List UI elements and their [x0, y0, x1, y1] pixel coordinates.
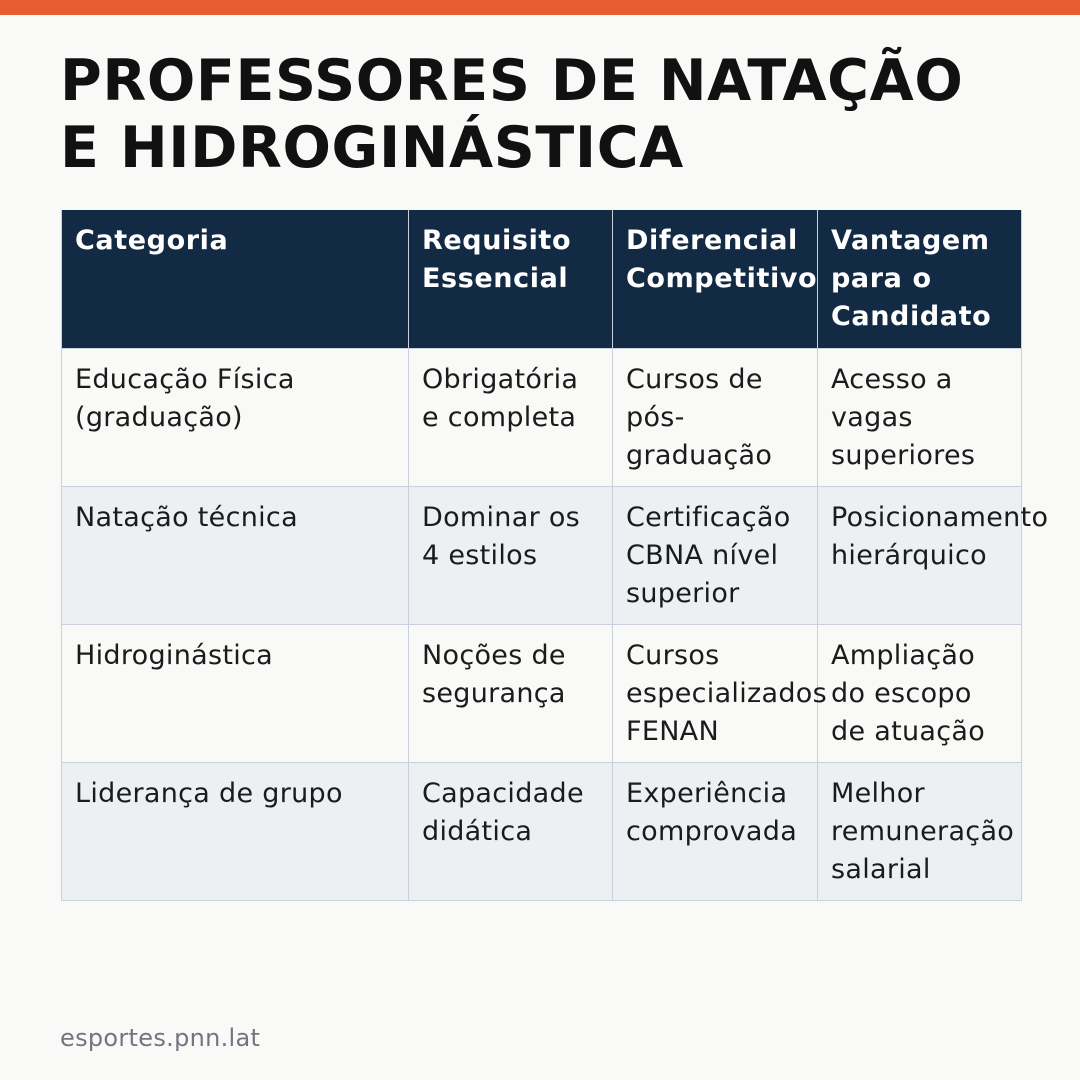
cell-requisito: Capacidade didática — [409, 762, 613, 900]
table-header-row — [62, 210, 1022, 348]
table-row — [62, 348, 1022, 486]
cell-categoria: Liderança de grupo — [62, 762, 409, 900]
requirements-table-container — [61, 210, 1049, 901]
cell-diferencial: Experiência comprovada — [613, 762, 818, 900]
cell-categoria: Natação técnica — [62, 486, 409, 624]
cell-vantagem: Posicionamento hierárquico — [818, 486, 1022, 624]
table-row — [62, 624, 1022, 762]
table-row — [62, 486, 1022, 624]
page-title: PROFESSORES DE NATAÇÃO E HIDROGINÁSTICA — [60, 48, 964, 181]
cell-requisito: Obrigatória e completa — [409, 348, 613, 486]
cell-requisito: Noções de segurança — [409, 624, 613, 762]
header-requisito-essencial: Requisito Essencial — [409, 210, 613, 348]
cell-vantagem: Melhor remuneração salarial — [818, 762, 1022, 900]
top-accent-bar — [0, 0, 1080, 15]
cell-categoria: Hidroginástica — [62, 624, 409, 762]
cell-diferencial: Cursos especializados FENAN — [613, 624, 818, 762]
header-vantagem-candidato: Vantagem para o Candidato — [818, 210, 1022, 348]
cell-requisito: Dominar os 4 estilos — [409, 486, 613, 624]
cell-diferencial: Cursos de pós-graduação — [613, 348, 818, 486]
requirements-table — [61, 210, 1049, 901]
table-row — [62, 762, 1022, 900]
header-diferencial-competitivo: Diferencial Competitivo — [613, 210, 818, 348]
header-categoria: Categoria — [62, 210, 409, 348]
cell-vantagem: Ampliação do escopo de atuação — [818, 624, 1022, 762]
cell-vantagem: Acesso a vagas superiores — [818, 348, 1022, 486]
cell-categoria: Educação Física (graduação) — [62, 348, 409, 486]
cell-diferencial: Certificação CBNA nível superior — [613, 486, 818, 624]
footer-site-url: esportes.pnn.lat — [60, 1024, 261, 1052]
